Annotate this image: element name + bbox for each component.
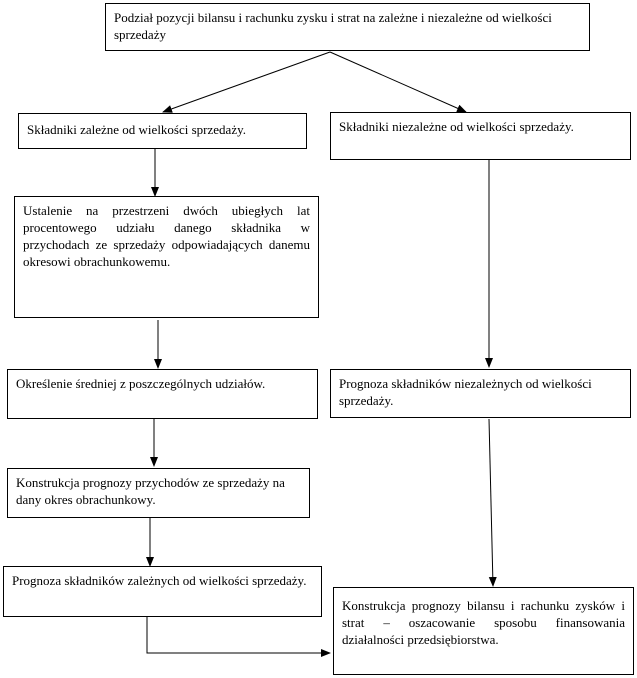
edge-forecast-independent-to-final	[489, 419, 493, 586]
node-average-label: Określenie średniej z poszczególnych udziałów.	[16, 376, 266, 391]
node-revenue-forecast	[7, 468, 310, 518]
node-top	[105, 3, 590, 51]
edge-top-to-independent	[330, 52, 466, 112]
node-independent	[330, 112, 631, 160]
node-final-label: Konstrukcja prognozy bilansu i rachunku zysków i strat – oszacowanie sposobu finansowania działalności przedsiębiorstwa.	[342, 598, 625, 647]
node-top-label: Podział pozycji bilansu i rachunku zysku i strat na zależne i niezależne od wielkości sprzedaży	[114, 10, 552, 42]
node-dependent-label: Składniki zależne od wielkości sprzedaży.	[27, 122, 246, 137]
node-forecast-dependent-label: Prognoza składników zależnych od wielkości sprzedaży.	[12, 573, 307, 588]
node-final	[333, 587, 634, 675]
node-forecast-independent-label: Prognoza składników niezależnych od wielkości sprzedaży.	[339, 376, 592, 408]
node-establish-label: Ustalenie na przestrzeni dwóch ubiegłych lat procentowego udziału danego składnika w przychodach ze sprzedaży odpowiadających danemu okresowi obrachunkowemu.	[23, 203, 310, 269]
node-establish	[14, 196, 319, 318]
node-dependent	[18, 113, 307, 149]
node-forecast-independent	[330, 369, 631, 418]
node-average	[7, 369, 318, 419]
node-independent-label: Składniki niezależne od wielkości sprzedaży.	[339, 119, 574, 134]
node-forecast-dependent	[3, 566, 322, 617]
edge-forecast-dependent-to-final	[147, 617, 330, 653]
edge-top-to-dependent	[163, 52, 330, 112]
node-revenue-forecast-label: Konstrukcja prognozy przychodów ze sprzedaży na dany okres obrachunkowy.	[16, 475, 285, 507]
